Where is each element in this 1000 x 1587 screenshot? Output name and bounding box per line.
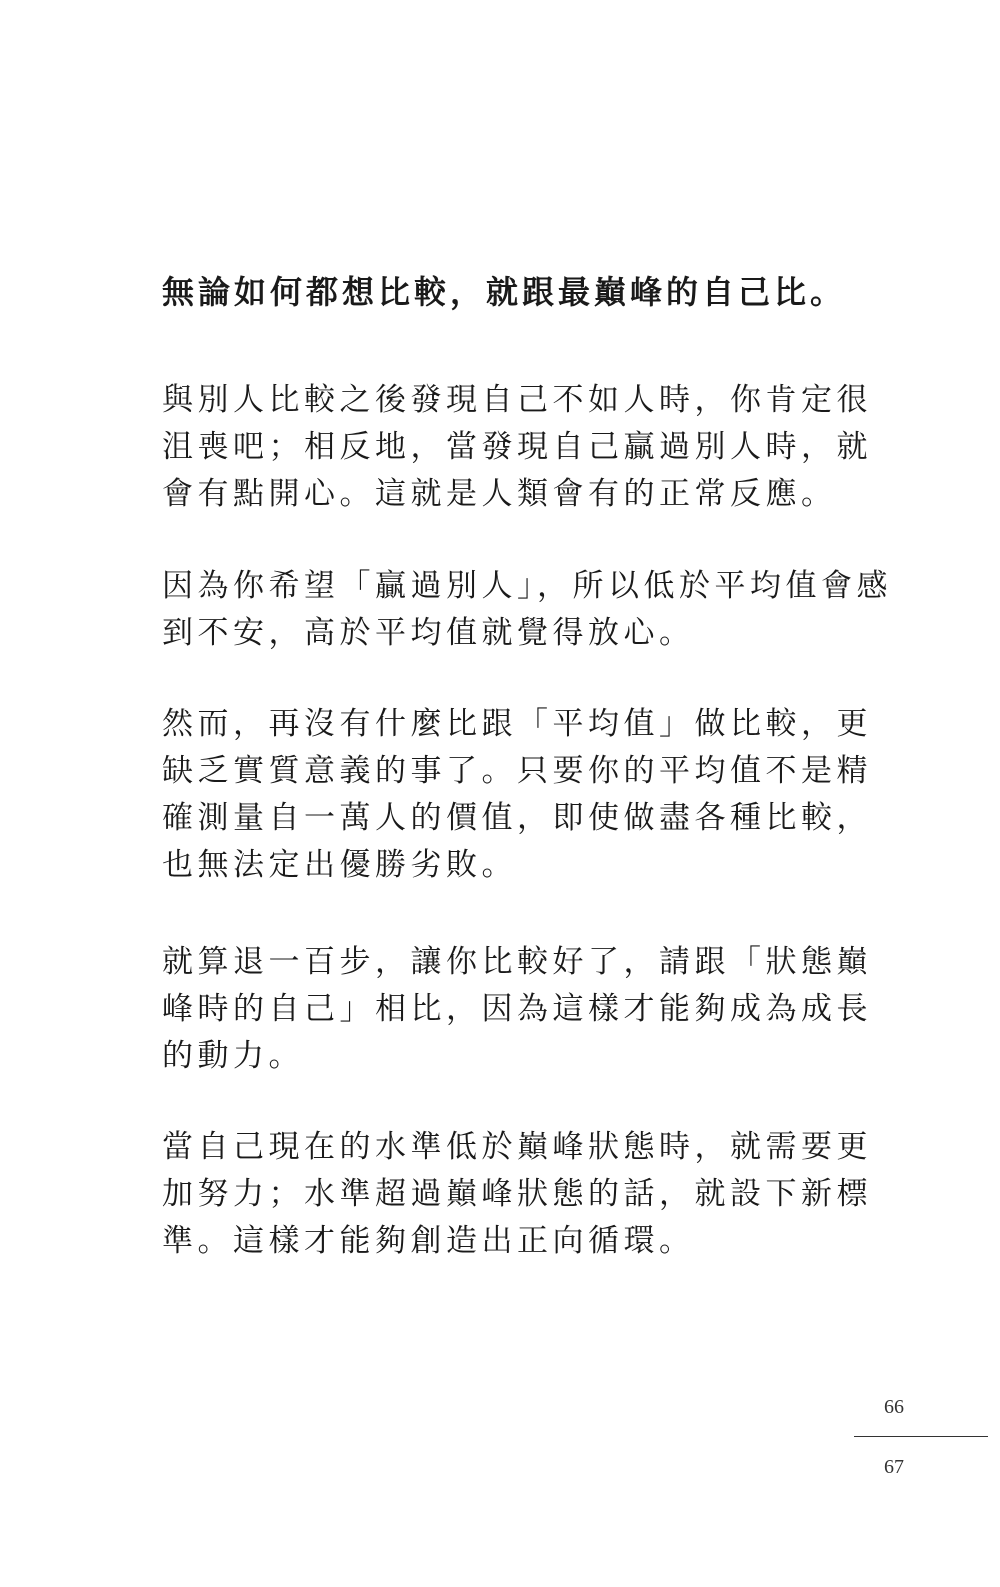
paragraph-line: 當自己現在的水準低於巔峰狀態時，就需要更: [162, 1129, 872, 1165]
paragraph-5: [162, 1124, 872, 1265]
folio-divider: [854, 1436, 988, 1437]
page-number-bottom: 67: [884, 1456, 904, 1478]
paragraph-line: 加努力；水準超過巔峰狀態的話，就設下新標: [162, 1176, 872, 1212]
paragraph-line: 的動力。: [162, 1038, 304, 1074]
paragraph-line: 準。這樣才能夠創造出正向循環。: [162, 1223, 695, 1259]
paragraph-line: 然而，再沒有什麼比跟「平均值」做比較，更: [162, 706, 872, 742]
chapter-heading: 無論如何都想比較，就跟最巔峰的自己比。: [162, 273, 847, 311]
paragraph-line: 確測量自一萬人的價值，即使做盡各種比較，: [162, 800, 872, 836]
page-number-top: 66: [884, 1396, 904, 1418]
paragraph-2: [162, 563, 892, 657]
paragraph-line: 與別人比較之後發現自己不如人時，你肯定很: [162, 382, 872, 418]
paragraph-line: 到不安，高於平均值就覺得放心。: [162, 615, 695, 651]
paragraph-line: 也無法定出優勝劣敗。: [162, 847, 517, 883]
paragraph-1: [162, 377, 872, 518]
paragraph-line: 缺乏實質意義的事了。只要你的平均值不是精: [162, 753, 872, 789]
paragraph-line: 因為你希望「贏過別人」，所以低於平均值會感: [162, 568, 892, 604]
paragraph-line: 峰時的自己」相比，因為這樣才能夠成為成長: [162, 991, 872, 1027]
paragraph-line: 就算退一百步，讓你比較好了，請跟「狀態巔: [162, 944, 872, 980]
paragraph-4: [162, 939, 872, 1080]
paragraph-line: 會有點開心。這就是人類會有的正常反應。: [162, 476, 837, 512]
paragraph-line: 沮喪吧；相反地，當發現自己贏過別人時，就: [162, 429, 872, 465]
paragraph-3: [162, 701, 872, 889]
